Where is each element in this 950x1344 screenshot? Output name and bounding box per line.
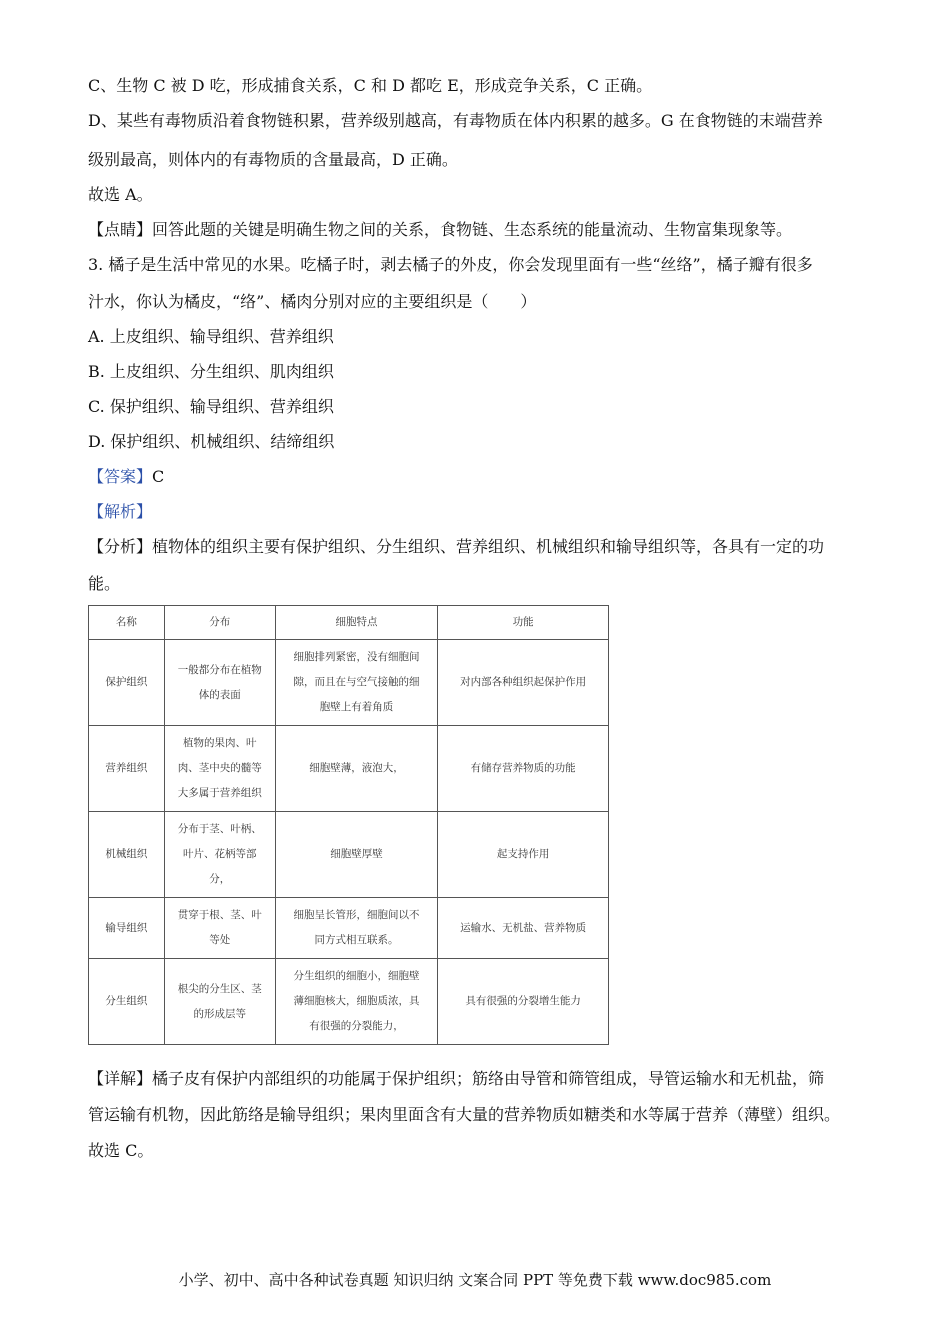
cell-features-line: 薄细胞核大，细胞质浓，具 bbox=[293, 995, 420, 1007]
cell-function: 起支持作用 bbox=[438, 812, 609, 898]
cell-function: 具有很强的分裂增生能力 bbox=[438, 959, 609, 1045]
cell-distribution bbox=[164, 640, 275, 726]
cell-distribution-line: 植物的果肉、叶 bbox=[183, 737, 257, 749]
cell-features-line: 隙，而且在与空气接触的细 bbox=[293, 676, 420, 688]
option-b: B. 上皮组织、分生组织、肌肉组织 bbox=[88, 362, 334, 381]
analysis-line: 能。 bbox=[88, 574, 121, 593]
analysis-line: 【分析】植物体的组织主要有保护组织、分生组织、营养组织、机械组织和输导组织等，各具有一定的功 bbox=[88, 537, 825, 556]
text-line: 故选 A。 bbox=[88, 185, 153, 204]
tissue-table bbox=[88, 605, 609, 1045]
cell-distribution bbox=[164, 726, 275, 812]
detail-line: 故选 C。 bbox=[88, 1141, 154, 1160]
cell-features-line: 胞壁上有着角质 bbox=[319, 701, 394, 713]
cell-features bbox=[275, 726, 438, 812]
table-row bbox=[89, 898, 609, 959]
cell-features bbox=[275, 959, 438, 1045]
cell-features-line: 细胞呈长管形，细胞间以不 bbox=[293, 909, 420, 921]
option-a: A. 上皮组织、输导组织、营养组织 bbox=[88, 327, 334, 346]
cell-distribution-line: 叶片、花柄等部 bbox=[183, 848, 257, 860]
cell-distribution-line: 贯穿于根、茎、叶 bbox=[177, 909, 262, 921]
table-row bbox=[89, 640, 609, 726]
cell-features-line: 细胞排列紧密，没有细胞间 bbox=[293, 651, 420, 663]
cell-features bbox=[275, 898, 438, 959]
cell-features bbox=[275, 812, 438, 898]
cell-distribution bbox=[164, 812, 275, 898]
cell-distribution bbox=[164, 959, 275, 1045]
answer-line bbox=[88, 466, 164, 488]
cell-distribution-line: 分， bbox=[209, 873, 231, 885]
cell-distribution-line: 体的表面 bbox=[198, 688, 241, 701]
cell-distribution-line: 大多属于营养组织 bbox=[177, 787, 262, 799]
table-row bbox=[89, 726, 609, 812]
cell-distribution-line: 的形成层等 bbox=[193, 1007, 246, 1020]
cell-features-line: 分生组织的细胞小，细胞壁 bbox=[293, 970, 420, 982]
text-line: 级别最高，则体内的有毒物质的含量最高，D 正确。 bbox=[88, 150, 458, 169]
cell-distribution-line: 肉、茎中央的髓等 bbox=[177, 762, 262, 774]
cell-distribution-line: 根尖的分生区、茎 bbox=[177, 982, 262, 995]
table-row bbox=[89, 959, 609, 1045]
analysis-tag: 【解析】 bbox=[88, 502, 153, 521]
cell-features bbox=[275, 640, 438, 726]
header-cell: 分布 bbox=[164, 606, 275, 640]
text-line: C、生物 C 被 D 吃，形成捕食关系，C 和 D 都吃 E，形成竞争关系，C 正确。 bbox=[88, 76, 653, 95]
cell-name: 保护组织 bbox=[89, 640, 165, 726]
detail-line: 管运输有机物，因此筋络是输导组织；果肉里面含有大量的营养物质如糖类和水等属于营养（薄壁）组织。 bbox=[88, 1105, 841, 1124]
detail-line: 【详解】橘子皮有保护内部组织的功能属于保护组织；筋络由导管和筛管组成，导管运输水和无机盐，筛 bbox=[88, 1069, 825, 1088]
cell-features-line: 同方式相互联系。 bbox=[314, 934, 399, 946]
cell-features-line: 有很强的分裂能力， bbox=[309, 1020, 404, 1032]
question-stem: 3. 橘子是生活中常见的水果。吃橘子时，剥去橘子的外皮，你会发现里面有一些“丝络”，橘子瓣有很多 bbox=[88, 255, 813, 274]
cell-features-line: 细胞壁厚壁 bbox=[330, 848, 383, 860]
cell-distribution-line: 分布于茎、叶柄、 bbox=[177, 823, 262, 835]
cell-distribution bbox=[164, 898, 275, 959]
cell-distribution-line: 一般都分布在植物 bbox=[177, 663, 262, 676]
text-line: D、某些有毒物质沿着食物链积累，营养级别越高，有毒物质在体内积累的越多。G 在食物链的末端营养 bbox=[88, 111, 823, 130]
cell-name: 输导组织 bbox=[89, 898, 165, 959]
answer-value: C bbox=[152, 467, 165, 486]
cell-function: 运输水、无机盐、营养物质 bbox=[438, 898, 609, 959]
option-d: D. 保护组织、机械组织、结缔组织 bbox=[88, 432, 335, 451]
option-c: C. 保护组织、输导组织、营养组织 bbox=[88, 397, 334, 416]
key-point: 【点睛】回答此题的关键是明确生物之间的关系，食物链、生态系统的能量流动、生物富集现象等。 bbox=[88, 220, 793, 239]
cell-function: 有储存营养物质的功能 bbox=[438, 726, 609, 812]
cell-name: 分生组织 bbox=[89, 959, 165, 1045]
question-stem: 汁水，你认为橘皮，“络”、橘肉分别对应的主要组织是（ ） bbox=[88, 292, 537, 311]
cell-name: 机械组织 bbox=[89, 812, 165, 898]
cell-function: 对内部各种组织起保护作用 bbox=[438, 640, 609, 726]
header-cell: 细胞特点 bbox=[275, 606, 438, 640]
table-row bbox=[89, 812, 609, 898]
cell-name: 营养组织 bbox=[89, 726, 165, 812]
header-cell: 名称 bbox=[89, 606, 165, 640]
answer-tag: 【答案】 bbox=[88, 467, 153, 486]
header-cell: 功能 bbox=[438, 606, 609, 640]
cell-distribution-line: 等处 bbox=[209, 934, 231, 946]
table-header-row bbox=[89, 606, 609, 640]
page-footer: 小学、初中、高中各种试卷真题 知识归纳 文案合同 PPT 等免费下载 www.doc985.com bbox=[178, 1271, 772, 1289]
cell-features-line: 细胞壁薄，液泡大， bbox=[309, 762, 404, 774]
